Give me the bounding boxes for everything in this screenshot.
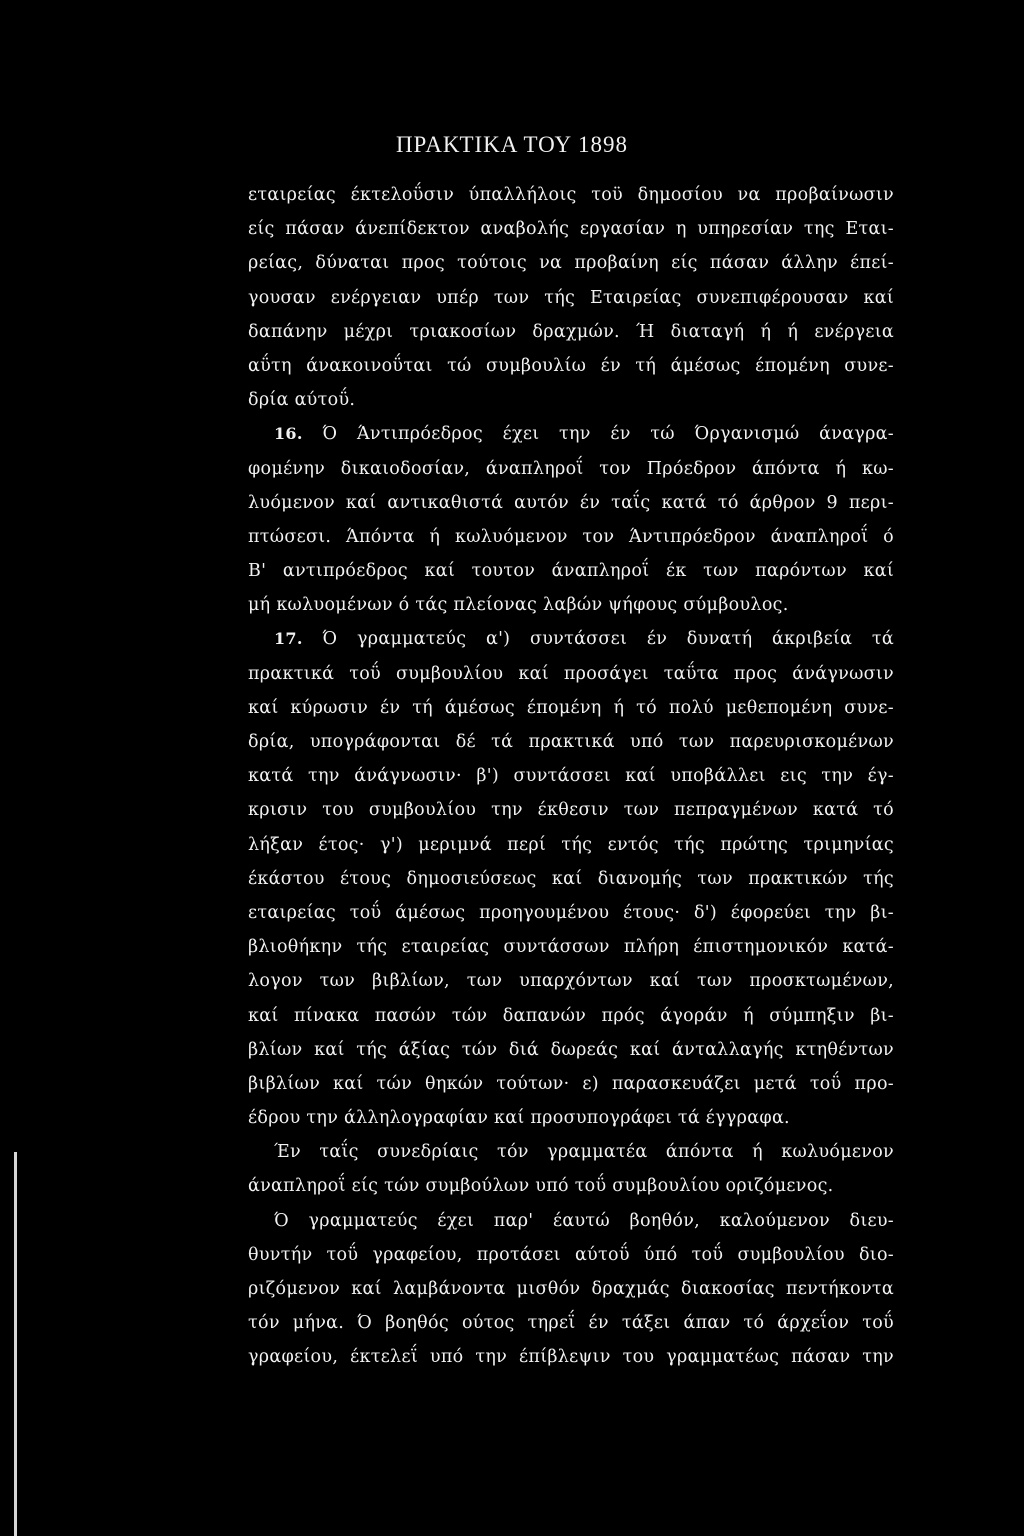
text-line: κατά την άνάγνωσιν· β') συντάσσει καί υποβάλλει εις την έγ- xyxy=(248,766,894,787)
text-line: ρείας, δύναται προς τούτοις να προβαίνη είς πάσαν άλλην έπεί- xyxy=(248,253,894,274)
text-line: αΰτη άνακοινοΰται τώ συμβουλίω έν τή άμέσως έπομένη συνε- xyxy=(248,355,894,376)
text-line: εταιρείας έκτελοΰσιν ύπαλλήλοις τοϋ δημοσίου να προβαίνωσιν xyxy=(248,185,894,205)
text-line: είς πάσαν άνεπίδεκτον αναβολής εργασίαν η υπηρεσίαν της Εται- xyxy=(248,219,894,240)
text-line: Έν ταΐς συνεδρίαις τόν γραμματέα άπόντα ή κωλυόμενον xyxy=(274,1142,894,1163)
text-line: τόν μήνα. Ό βοηθός ούτος τηρεΐ έν τάξει άπαν τό άρχεΐον τοΰ xyxy=(248,1313,894,1334)
section-number: 17. xyxy=(274,629,303,649)
text-line: βλίων καί τής άξίας τών διά δωρεάς καί άνταλλαγής κτηθέντων xyxy=(248,1039,894,1060)
text-line: πρακτικά τοΰ συμβουλίου καί προσάγει ταΰτα προς άνάγνωσιν xyxy=(248,663,894,684)
text-line: γουσαν ενέργειαν υπέρ των τής Εταιρείας συνεπιφέρουσαν καί xyxy=(248,287,894,308)
text-line: λογον των βιβλίων, των υπαρχόντων καί των προσκτωμένων, xyxy=(248,971,894,992)
text-line: εταιρείας τοΰ άμέσως προηγουμένου έτους· δ') έφορεύει την βι- xyxy=(248,902,894,923)
text-line: βλιοθήκην τής εταιρείας συντάσσων πλήρη έπιστημονικόν κατά- xyxy=(248,937,894,958)
text-line: δρία αύτοΰ. xyxy=(248,390,356,411)
text-line: έκάστου έτους δημοσιεύσεως καί διανομής των πρακτικών τής xyxy=(248,868,894,889)
text-line: πτώσεσι. Άπόντα ή κωλυόμενον τον Άντιπρόεδρον άναπληροΐ ό xyxy=(248,526,894,547)
text-line: φομένην δικαιοδοσίαν, άναπληροΐ τον Πρόεδρον άπόντα ή κω- xyxy=(248,458,894,479)
text-line: βιβλίων καί τών θηκών τούτων· ε) παρασκευάζει μετά τοΰ προ- xyxy=(248,1073,894,1094)
text-line: δαπάνην μέχρι τριακοσίων δραχμών. Ή διαταγή ή ή ενέργεια xyxy=(248,321,894,342)
text-line: Ό γραμματεύς έχει παρ' έαυτώ βοηθόν, καλούμενον διευ- xyxy=(274,1210,894,1231)
body-text xyxy=(248,178,894,1375)
page-edge-line xyxy=(14,1152,17,1536)
text-line: ριζόμενον καί λαμβάνοντα μισθόν δραχμάς διακοσίας πεντήκοντα xyxy=(248,1279,894,1299)
text-line: έδρου την άλληλογραφίαν καί προσυπογράφει τά έγγραφα. xyxy=(248,1108,790,1129)
text-line: Β' αντιπρόεδρος καί τουτον άναπληροΐ έκ των παρόντων καί xyxy=(248,561,894,582)
text-line: δρία, υπογράφονται δέ τά πρακτικά υπό των παρευρισκομένων xyxy=(248,732,894,752)
text-line: μή κωλυομένων ό τάς πλείονας λαβών ψήφους σύμβουλος. xyxy=(248,595,789,616)
section-text: Ό γραμματεύς α') συντάσσει έν δυνατή άκριβεία τά xyxy=(322,629,894,650)
text-line: καί πίνακα πασών τών δαπανών πρός άγοράν ή σύμπηξιν βι- xyxy=(248,1005,894,1026)
section-16-line xyxy=(248,417,894,451)
section-number: 16. xyxy=(274,424,303,444)
page-header: ΠΡΑΚΤΙΚΑ ΤΟΥ 1898 xyxy=(395,132,629,157)
section-text: Ό Άντιπρόεδρος έχει την έν τώ Όργανισμώ άναγρα- xyxy=(322,424,894,445)
text-line: καί κύρωσιν έν τή άμέσως έπομένη ή τό πολύ μεθεπομένη συνε- xyxy=(248,697,894,718)
section-17-line xyxy=(248,622,894,656)
text-line: γραφείου, έκτελεΐ υπό την έπίβλεψιν του γραμματέως πάσαν την xyxy=(248,1347,894,1368)
text-line: θυντήν τοΰ γραφείου, προτάσει αύτοΰ ύπό τοΰ συμβουλίου διο- xyxy=(248,1244,894,1265)
text-line: άναπληροΐ είς τών συμβούλων υπό τοΰ συμβουλίου οριζόμενος. xyxy=(248,1176,834,1197)
text-line: λήξαν έτος· γ') μεριμνά περί τής εντός τής πρώτης τριμηνίας xyxy=(248,834,894,855)
text-line: λυόμενον καί αντικαθιστά αυτόν έν ταΐς κατά τό άρθρον 9 περι- xyxy=(248,492,894,513)
text-line: κρισιν του συμβουλίου την έκθεσιν των πεπραγμένων κατά τό xyxy=(248,800,894,821)
